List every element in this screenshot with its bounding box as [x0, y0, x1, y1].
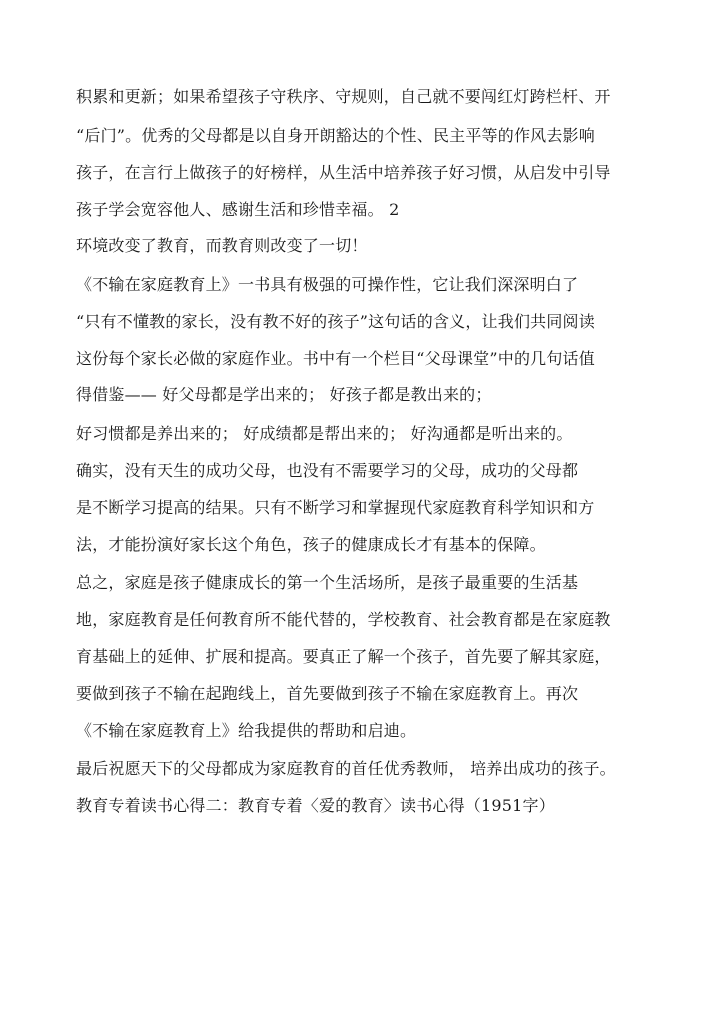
text-line: 好习惯都是养出来的； 好成绩都是帮出来的； 好沟通都是听出来的。 [76, 424, 573, 443]
text-line: 《不输在家庭教育上》给我提供的帮助和启迪。 [76, 721, 417, 740]
text-line: 孩子，在言行上做孩子的好榜样，从生活中培养孩子好习惯，从启发中引导 [76, 163, 611, 182]
text-line: 孩子学会宽容他人、感谢生活和珍惜幸福。 2 [76, 200, 400, 219]
text-line: “后门”。优秀的父母都是以自身开朗豁达的个性、民主平等的作风去影响 [76, 126, 595, 145]
text-line: 是不断学习提高的结果。只有不断学习和掌握现代家庭教育科学知识和方 [76, 498, 595, 517]
text-line: 环境改变了教育，而教育则改变了一切！ [76, 236, 368, 255]
text-line: 这份每个家长必做的家庭作业。书中有一个栏目“父母课堂”中的几句话值 [76, 349, 595, 368]
text-line: “只有不懂教的家长，没有教不好的孩子”这句话的含义，让我们共同阅读 [76, 312, 595, 331]
text-line: 得借鉴—— 好父母都是学出来的； 好孩子都是教出来的； [76, 385, 492, 404]
text-line: 要做到孩子不输在起跑线上，首先要做到孩子不输在家庭教育上。再次 [76, 684, 579, 703]
text-line: 《不输在家庭教育上》一书具有极强的可操作性，它让我们深深明白了 [76, 275, 579, 294]
text-line: 法，才能扮演好家长这个角色，孩子的健康成长才有基本的保障。 [76, 535, 546, 554]
text-line: 最后祝愿天下的父母都成为家庭教育的首任优秀教师， 培养出成功的孩子。 [76, 759, 616, 778]
text-line: 地，家庭教育是任何教育所不能代替的，学校教育、社会教育都是在家庭教 [76, 610, 611, 629]
text-line: 积累和更新；如果希望孩子守秩序、守规则，自己就不要闯红灯跨栏杆、开 [76, 87, 611, 106]
text-line: 确实，没有天生的成功父母，也没有不需要学习的父母，成功的父母都 [76, 461, 579, 480]
text-line: 总之，家庭是孩子健康成长的第一个生活场所，是孩子最重要的生活基 [76, 573, 579, 592]
text-line: 育基础上的延伸、扩展和提高。要真正了解一个孩子，首先要了解其家庭， [76, 647, 611, 666]
text-line: 教育专着读书心得二：教育专着〈爱的教育〉读书心得（1951字） [76, 796, 555, 815]
